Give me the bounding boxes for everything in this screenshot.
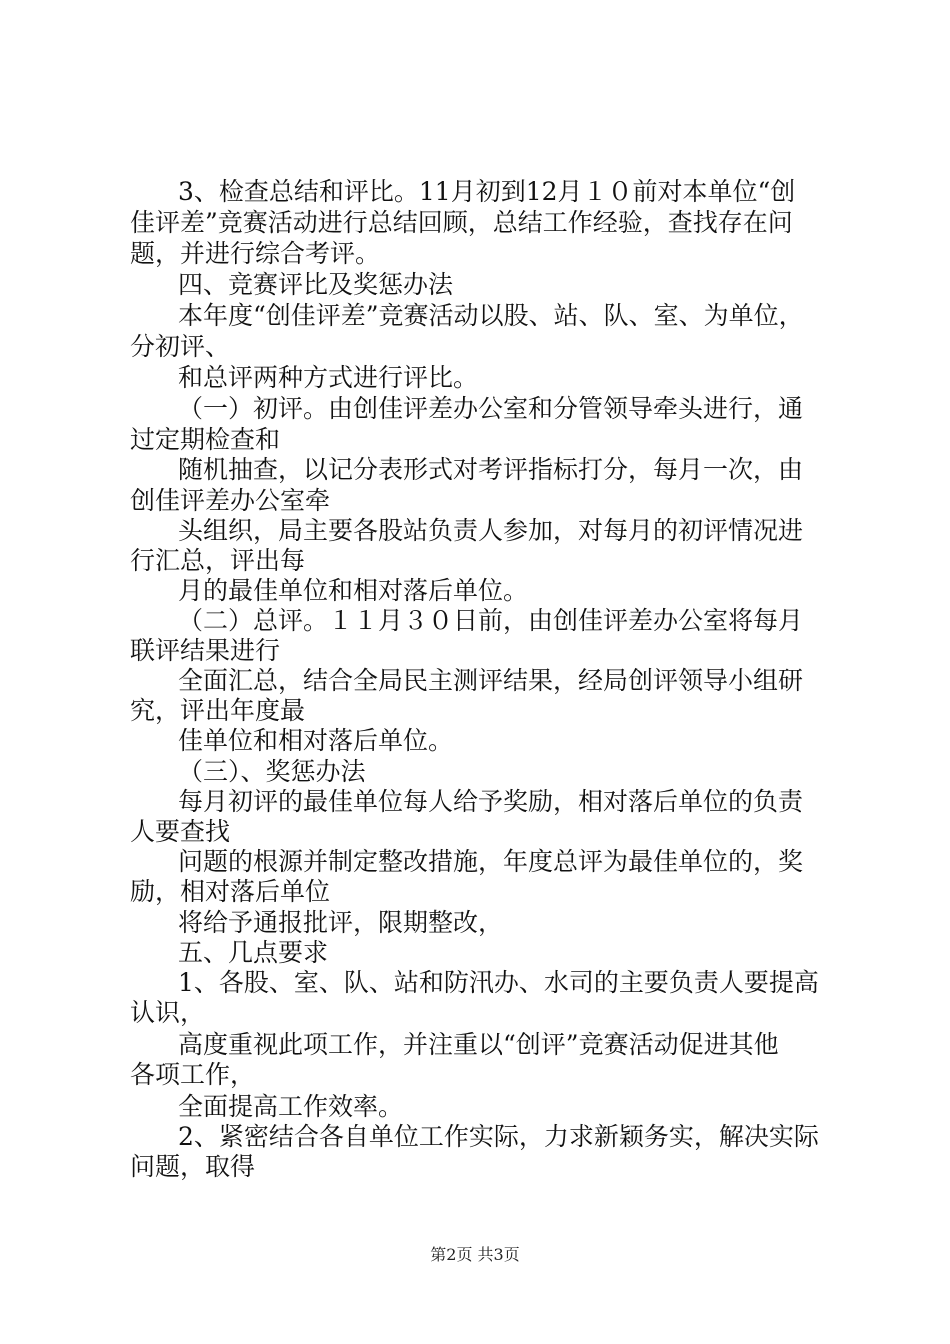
text-line: 每月初评的最佳单位每人给予奖励，相对落后单位的负责 bbox=[178, 787, 804, 816]
section-heading: （三）、奖惩办法 bbox=[178, 757, 366, 786]
text-line: 题，并进行综合考评。 bbox=[130, 239, 381, 268]
text-line: 3、检查总结和评比。11月初到12月１０前对本单位“创 bbox=[178, 177, 796, 206]
page-footer: 第2页 共3页 bbox=[430, 1245, 520, 1264]
text-line: 各项工作， bbox=[130, 1060, 256, 1089]
section-heading: 四、竞赛评比及奖惩办法 bbox=[178, 270, 454, 299]
text-line: 2、紧密结合各自单位工作实际，力求新颖务实，解决实际 bbox=[178, 1122, 819, 1151]
text-line: 认识， bbox=[130, 998, 206, 1027]
text-line: 全面提高工作效率。 bbox=[178, 1092, 404, 1121]
text-line: 行汇总，评出每 bbox=[130, 546, 306, 575]
text-line: 全面汇总，结合全局民主测评结果，经局创评领导小组研 bbox=[178, 666, 804, 695]
text-line: 头组织，局主要各股站负责人参加，对每月的初评情况进 bbox=[178, 516, 804, 545]
text-line: 本年度“创佳评差”竞赛活动以股、站、队、室、为单位， bbox=[178, 301, 804, 330]
text-line: 将给予通报批评，限期整改， bbox=[178, 908, 504, 937]
text-line: 问题的根源并制定整改措施，年度总评为最佳单位的，奖 bbox=[178, 847, 804, 876]
text-line: 和总评两种方式进行评比。 bbox=[178, 363, 479, 392]
text-line: 佳评差”竞赛活动进行总结回顾，总结工作经验，查找存在问 bbox=[130, 208, 793, 237]
text-line: 究，评出年度最 bbox=[130, 696, 306, 725]
text-line: 联评结果进行 bbox=[130, 636, 281, 665]
text-line: 过定期检查和 bbox=[130, 425, 281, 454]
text-line: （二）总评。１１月３０日前，由创佳评差办公室将每月 bbox=[178, 606, 804, 635]
text-line: 佳单位和相对落后单位。 bbox=[178, 726, 454, 755]
text-line: 问题，取得 bbox=[130, 1152, 256, 1181]
text-line: 分初评、 bbox=[130, 332, 231, 361]
text-line: 高度重视此项工作，并注重以“创评”竞赛活动促进其他 bbox=[178, 1030, 779, 1059]
text-line: 1、各股、室、队、站和防汛办、水司的主要负责人要提高 bbox=[178, 968, 819, 997]
text-line: 励，相对落后单位 bbox=[130, 877, 331, 906]
text-line: 随机抽查，以记分表形式对考评指标打分，每月一次，由 bbox=[178, 455, 804, 484]
text-line: （一）初评。由创佳评差办公室和分管领导牵头进行，通 bbox=[178, 394, 804, 423]
text-line: 人要查找 bbox=[130, 817, 231, 846]
text-line: 创佳评差办公室牵 bbox=[130, 486, 331, 515]
section-heading: 五、几点要求 bbox=[178, 938, 329, 967]
text-line: 月的最佳单位和相对落后单位。 bbox=[178, 576, 529, 605]
